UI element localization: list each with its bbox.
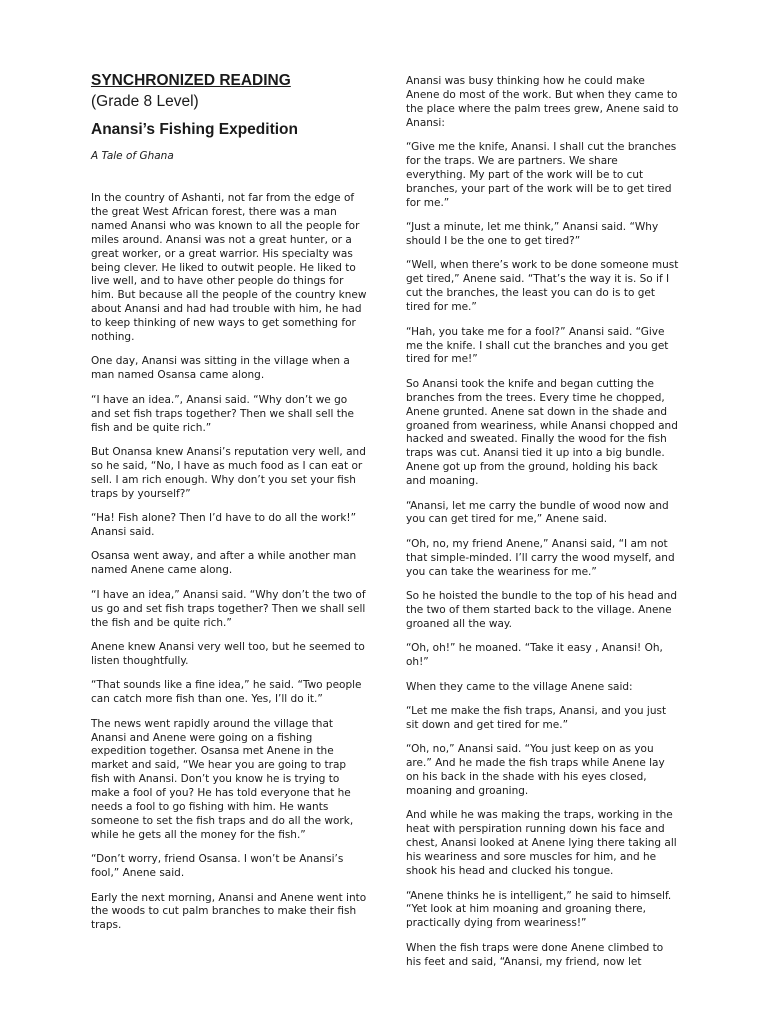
paragraph: Osansa went away, and after a while another man named Anene came along. xyxy=(91,550,357,577)
paragraph: “Hah, you take me for a fool?” Anansi said. “Give me the knife. I shall cut the branches and you get tired for me!” xyxy=(406,325,669,366)
paragraph: “Oh, oh!” he moaned. “Take it easy , Anansi! Oh, oh!” xyxy=(406,642,663,669)
paragraph: “Let me make the fish traps, Anansi, and you just sit down and get tired for me.” xyxy=(406,705,667,731)
paragraph: The news went rapidly around the village that Anansi and Anene were going on a fishing expedition together. Osansa met Anene in the market and said, “We hear you are going to trap fish with Anansi. Don’t you know he is trying to make a fool of you? He has told everyone that he needs a fool to go fishing with him. He wants someone to set the fish traps and do all the work, while he gets all the money for the fish.” xyxy=(91,717,354,841)
paragraph: So he hoisted the bundle to the top of his head and the two of them started back to the village. Anene groaned all the way. xyxy=(406,590,677,630)
paragraph: When the fish traps were done Anene climbed to his feet and said, “Anansi, my friend, now let xyxy=(406,941,664,968)
paragraph: Anansi was busy thinking how he could make Anene do most of the work. But when they came to the place where the palm trees grew, Anene said to Anansi: xyxy=(406,75,679,129)
paragraph: “Well, when there’s work to be done someone must get tired,” Anene said. “That’s the way it is. So if I cut the branches, the least you can do is to get tired for me.” xyxy=(406,259,679,314)
left-paragraphs xyxy=(91,192,367,944)
paragraph: And while he was making the traps, working in the heat with perspiration running down his face and chest, Anansi looked at Anene lying there taking all his weariness and sore muscles for him, and he shook his head and clucked his tongue. xyxy=(406,809,677,878)
story-title: Anansi’s Fishing Expedition xyxy=(91,121,298,138)
paragraph: Anene knew Anansi very well too, but he seemed to listen thoughtfully. xyxy=(91,640,365,667)
paragraph: Early the next morning, Anansi and Anene went into the woods to cut palm branches to make their fish traps. xyxy=(91,891,367,932)
paragraph: “Oh, no, my friend Anene,” Anansi said, “I am not that simple-minded. I’ll carry the wood myself, and you can take the weariness for me.” xyxy=(406,537,675,578)
paragraph: One day, Anansi was sitting in the village when a man named Osansa came along. xyxy=(91,355,350,382)
paragraph: “That sounds like a fine idea,” he said. “Two people can catch more fish than one. Yes, I’ll do it.” xyxy=(91,679,362,706)
paragraph: “Don’t worry, friend Osansa. I won’t be Anansi’s fool,” Anene said. xyxy=(91,853,344,880)
paragraph: “I have an idea,” Anansi said. “Why don’t the two of us go and set fish traps together? Then we shall sell the fish and be quite rich.” xyxy=(91,588,366,629)
story-subtitle: A Tale of Ghana xyxy=(91,150,174,162)
paragraph: “Anene thinks he is intelligent,” he said to himself. “Yet look at him moaning and groaning there, practically dying from weariness!” xyxy=(406,889,672,930)
paragraph: In the country of Ashanti, not far from the edge of the great West African forest, there was a man named Anansi who was known to all the people for miles around. Anansi was not a great hunter, or a great worker, or a great warrior. His specialty was being clever. He liked to outwit people. He liked to live well, and to have other people do things for him. But because all the people of the country knew about Anansi and had had trouble with him, he had to keep thinking of new ways to get something for nothing. xyxy=(91,192,367,344)
paragraph: “Ha! Fish alone? Then I’d have to do all the work!” Anansi said. xyxy=(91,512,357,539)
paragraph: “Anansi, let me carry the bundle of wood now and you can get tired for me,” Anene said. xyxy=(406,499,669,526)
paragraph: “I have an idea.”, Anansi said. “Why don’t we go and set fish traps together? Then we shall sell the fish and be quite rich.” xyxy=(91,393,354,434)
paragraph: When they came to the village Anene said: xyxy=(406,680,633,693)
document-title: SYNCHRONIZED READING xyxy=(91,72,291,89)
paragraph: “Oh, no,” Anansi said. “You just keep on as you are.” And he made the fish traps while Anene lay on his back in the shade with his eyes closed, moaning and groaning. xyxy=(406,743,665,798)
right-paragraphs xyxy=(406,75,679,980)
paragraph: “Just a minute, let me think,” Anansi said. “Why should I be the one to get tired?” xyxy=(406,221,659,248)
paragraph: So Anansi took the knife and began cutting the branches from the trees. Every time he chopped, Anene grunted. Anene sat down in the shade and groaned from weariness, while Anansi chopped and hacked and sweated. Finally the wood for the fish traps was cut. Anansi tied it up into a big bundle. Anene got up from the ground, holding his back and moaning. xyxy=(406,377,678,488)
grade-level: (Grade 8 Level) xyxy=(91,93,199,110)
paragraph: “Give me the knife, Anansi. I shall cut the branches for the traps. We are partners. We share everything. My part of the work will be to cut branches, your part of the work will be to get tired for me.” xyxy=(406,141,677,209)
paragraph: But Onansa knew Anansi’s reputation very well, and so he said, “No, I have as much food as I can eat or sell. I am rich enough. Why don’t you set your fish traps by yourself?” xyxy=(91,446,366,500)
